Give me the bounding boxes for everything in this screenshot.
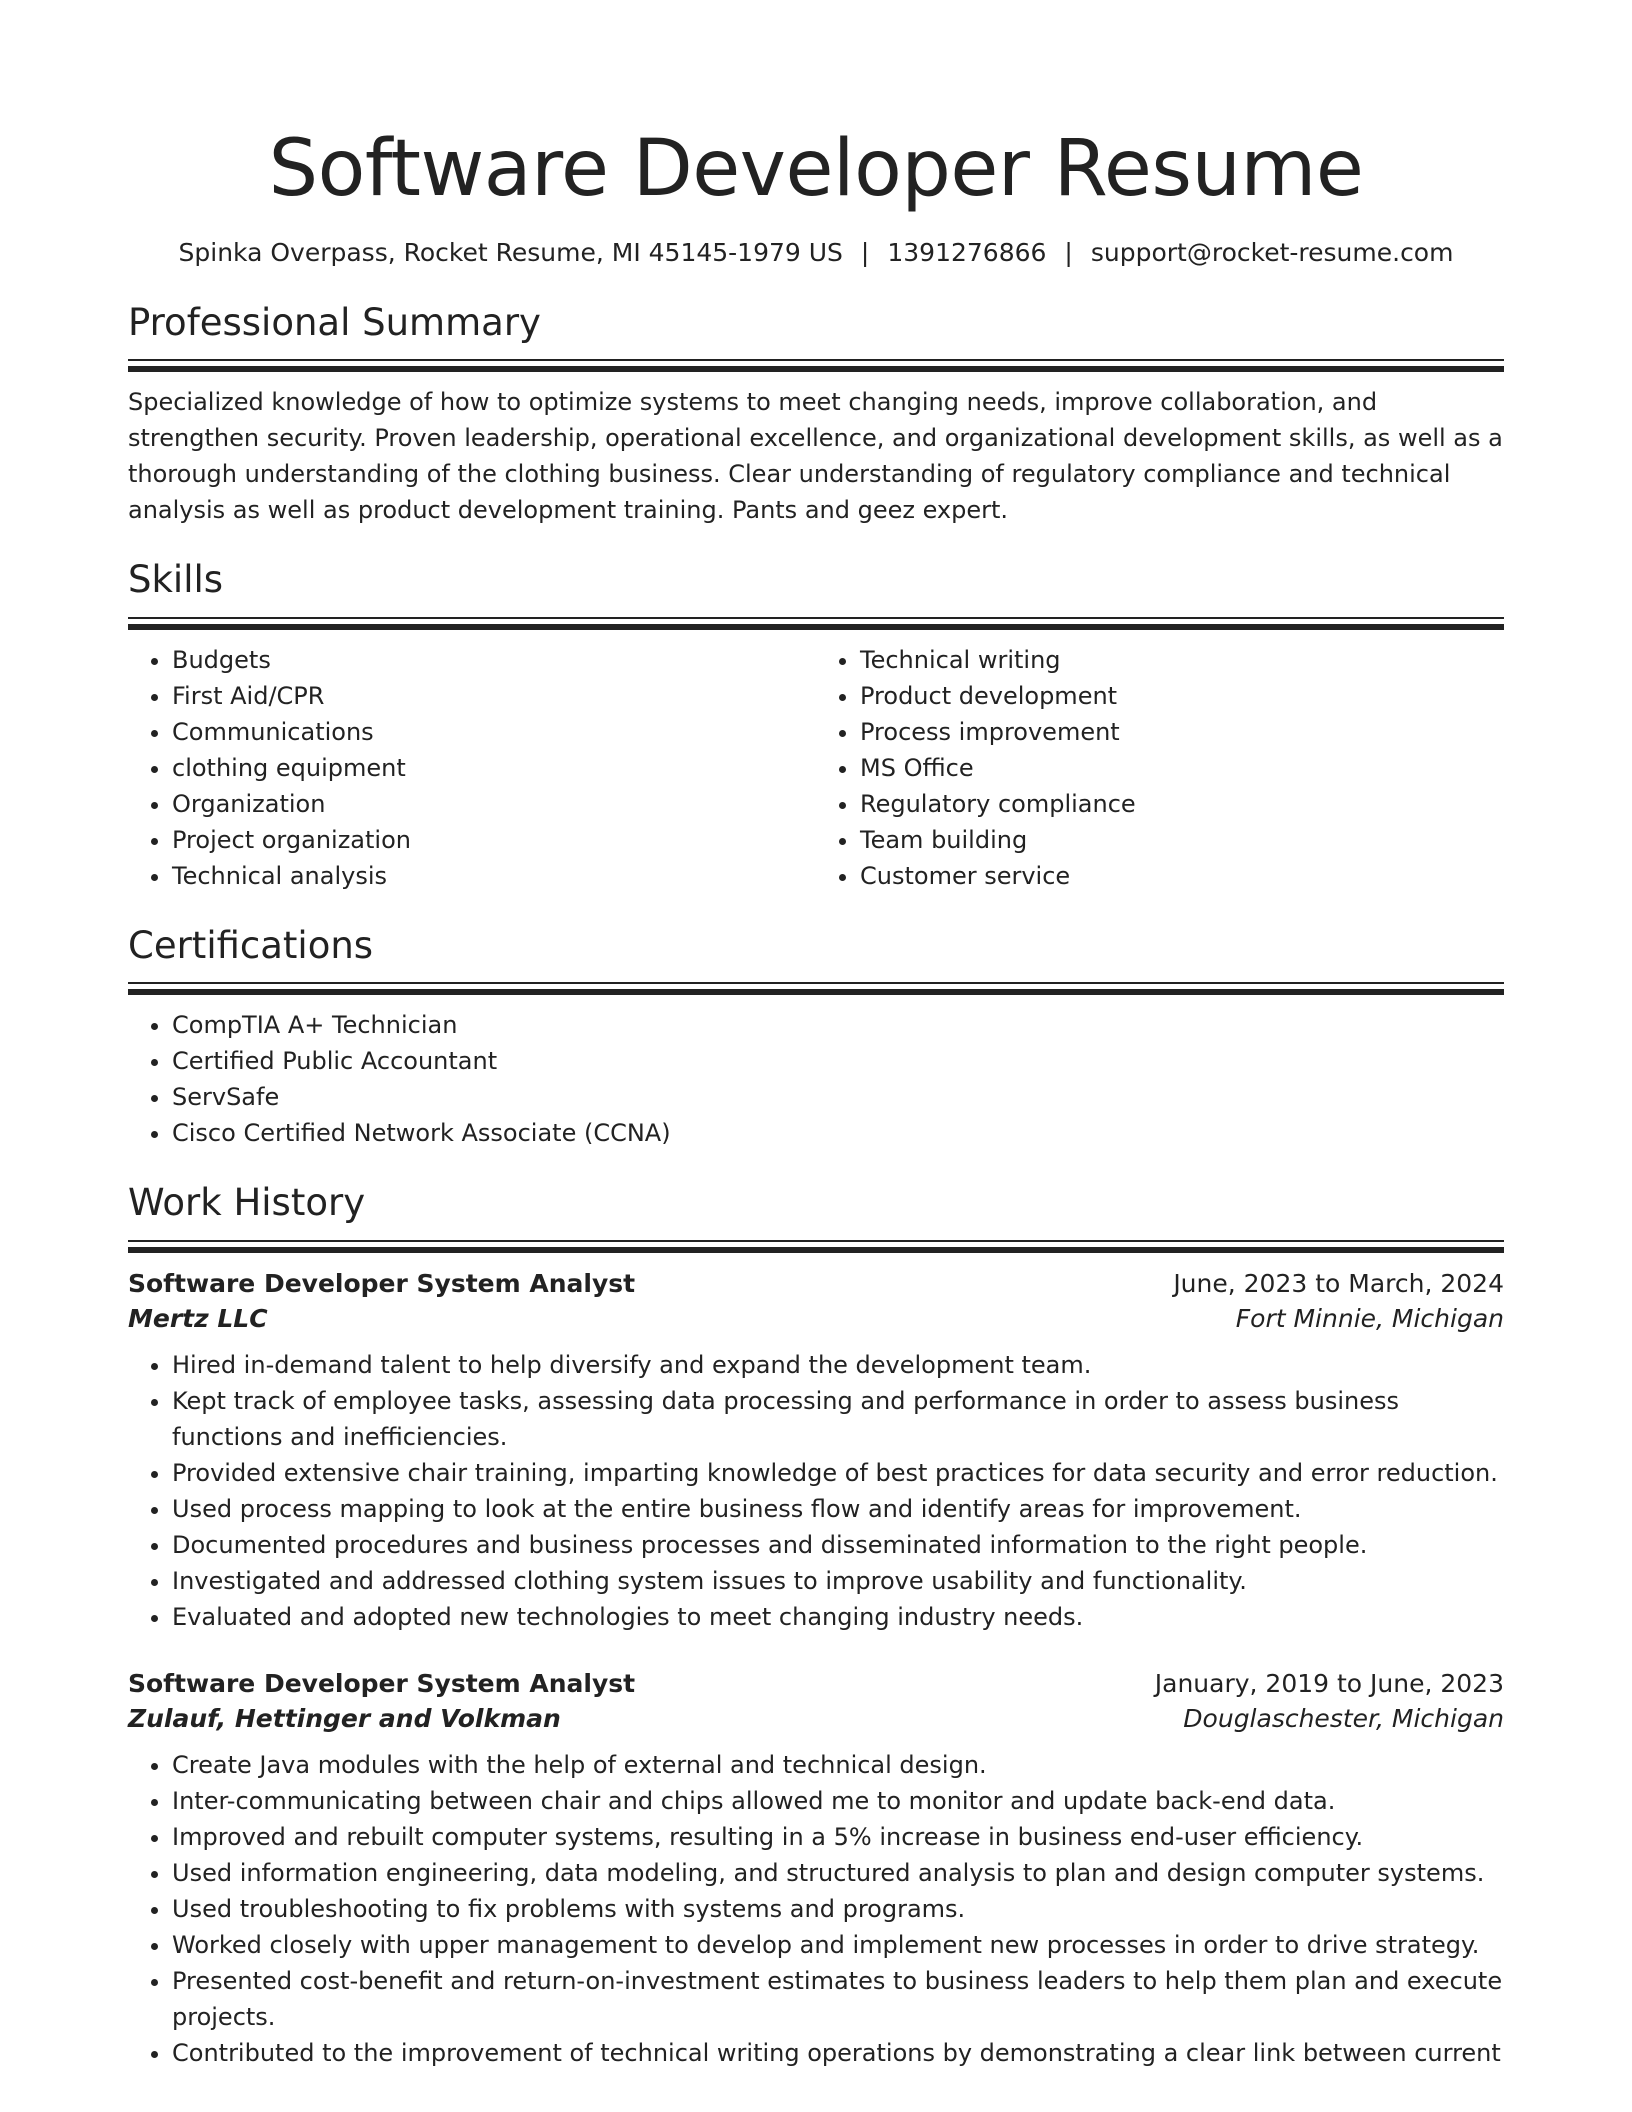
job-bullets <box>128 1347 1504 1635</box>
job-bullet: • Investigated and addressed clothing system issues to improve usability and functionality. <box>172 1563 1504 1599</box>
job-bullet: • Presented cost-benefit and return-on-investment estimates to business leaders to help them plan and execute projects. <box>172 1963 1504 2035</box>
section-divider <box>128 1240 1504 1253</box>
job-location: Fort Minnie, Michigan <box>1235 1303 1504 1333</box>
job-company: Mertz LLC <box>128 1303 268 1333</box>
certifications-list <box>128 1007 1504 1151</box>
job-bullet: • Contributed to the improvement of technical writing operations by demonstrating a clear link between current <box>172 2035 1504 2071</box>
job-bullet: • Inter-communicating between chair and chips allowed me to monitor and update back-end data. <box>172 1783 1504 1819</box>
job-bullet: • Evaluated and adopted new technologies to meet changing industry needs. <box>172 1599 1504 1635</box>
job-entry <box>128 1669 1504 2071</box>
summary-heading: Professional Summary <box>128 301 541 344</box>
job-bullet: • Hired in-demand talent to help diversify and expand the development team. <box>172 1347 1504 1383</box>
job-bullet: • Create Java modules with the help of external and technical design. <box>172 1747 1504 1783</box>
contact-address: Spinka Overpass, Rocket Resume, MI 45145-1979 US <box>178 238 843 267</box>
job-bullet: • Used troubleshooting to fix problems with systems and programs. <box>172 1891 1504 1927</box>
job-location: Douglaschester, Michigan <box>1183 1703 1504 1733</box>
skills-column-left <box>128 642 816 894</box>
skill-item: • Team building <box>860 822 1504 858</box>
skill-item: • Technical writing <box>860 642 1504 678</box>
contact-phone: 1391276866 <box>887 238 1047 267</box>
skill-item: • Project organization <box>172 822 816 858</box>
certification-item: • Cisco Certified Network Associate (CCNA) <box>172 1115 1504 1151</box>
skill-item: • Customer service <box>860 858 1504 894</box>
work-history-section <box>128 1181 1504 2070</box>
skills-list-left <box>128 642 816 894</box>
contact-separator: | <box>860 238 870 267</box>
skill-item: • MS Office <box>860 750 1504 786</box>
skill-item: • Regulatory compliance <box>860 786 1504 822</box>
certification-item: • ServSafe <box>172 1079 1504 1115</box>
skill-item: • Organization <box>172 786 816 822</box>
skills-section <box>128 558 1504 893</box>
job-bullet: • Improved and rebuilt computer systems, resulting in a 5% increase in business end-user efficiency. <box>172 1819 1504 1855</box>
job-bullet: • Provided extensive chair training, imparting knowledge of best practices for data security and error reduction. <box>172 1455 1504 1491</box>
job-company: Zulauf, Hettinger and Volkman <box>128 1703 561 1733</box>
job-entry <box>128 1269 1504 1635</box>
page-title: Software Developer Resume <box>268 124 1364 214</box>
job-bullet: • Worked closely with upper management to develop and implement new processes in order to drive strategy. <box>172 1927 1504 1963</box>
job-title: Software Developer System Analyst <box>128 1668 636 1698</box>
skill-item: • Product development <box>860 678 1504 714</box>
contact-separator: | <box>1064 238 1073 267</box>
skill-item: • Budgets <box>172 642 816 678</box>
job-bullet: • Used process mapping to look at the entire business flow and identify areas for improvement. <box>172 1491 1504 1527</box>
skill-item: • Process improvement <box>860 714 1504 750</box>
section-divider <box>128 359 1504 372</box>
contact-email: support@rocket-resume.com <box>1090 238 1454 267</box>
certification-item: • CompTIA A+ Technician <box>172 1007 1504 1043</box>
skill-item: • Technical analysis <box>172 858 816 894</box>
job-subheader <box>128 1704 1504 1733</box>
summary-section <box>128 301 1504 528</box>
job-bullets <box>128 1747 1504 2071</box>
job-bullet: • Used information engineering, data modeling, and structured analysis to plan and design computer systems. <box>172 1855 1504 1891</box>
job-header <box>128 1269 1504 1298</box>
certification-item: • Certified Public Accountant <box>172 1043 1504 1079</box>
job-dates: January, 2019 to June, 2023 <box>1154 1668 1504 1698</box>
job-header <box>128 1669 1504 1698</box>
skill-item: • clothing equipment <box>172 750 816 786</box>
skills-heading: Skills <box>128 558 224 602</box>
skills-list-right <box>816 642 1504 894</box>
skills-column-right <box>816 642 1504 894</box>
certifications-section <box>128 924 1504 1151</box>
certifications-heading: Certifications <box>128 923 374 967</box>
section-divider <box>128 617 1504 630</box>
contact-line <box>128 238 1504 267</box>
job-bullet: • Documented procedures and business processes and disseminated information to the right people. <box>172 1527 1504 1563</box>
job-title: Software Developer System Analyst <box>128 1268 636 1298</box>
skill-item: • First Aid/CPR <box>172 678 816 714</box>
skill-item: • Communications <box>172 714 816 750</box>
summary-text: Specialized knowledge of how to optimize systems to meet changing needs, improve collaboration, and strengthen security. Proven leadership, operational excellence, and organizational development skills, as well as a thorough understanding of the clothing business. Clear understanding of regulatory compliance and technical analysis as well as product development training. Pants and geez expert. <box>128 388 1503 525</box>
section-divider <box>128 982 1504 995</box>
skills-columns <box>128 642 1504 894</box>
job-subheader <box>128 1304 1504 1333</box>
job-bullet: • Kept track of employee tasks, assessing data processing and performance in order to assess business functions and inefficiencies. <box>172 1383 1504 1455</box>
work-history-heading: Work History <box>128 1181 366 1225</box>
job-dates: June, 2023 to March, 2024 <box>1173 1268 1504 1298</box>
